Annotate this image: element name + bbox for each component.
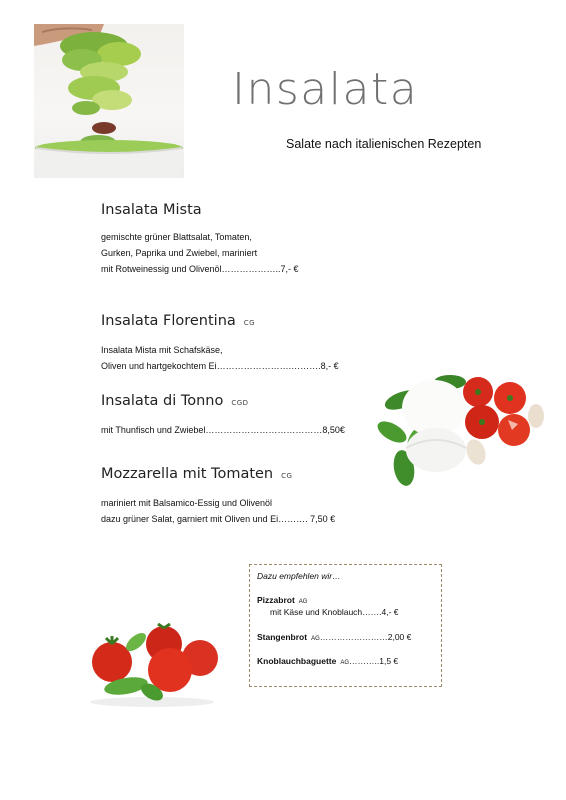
description-line: mit Rotweinessig und Olivenöl………………..7,- €: [101, 264, 299, 274]
page-subtitle: Salate nach italienischen Rezepten: [286, 137, 482, 151]
tomatoes-illustration: [82, 620, 222, 708]
allergen-tag: CG: [243, 319, 256, 327]
description-line: Oliven und hartgekochtem Ei…………………….……….8,- €: [101, 361, 339, 371]
page-title: Insalata: [232, 64, 419, 115]
allergen-tag: AG: [311, 636, 320, 642]
item-name: Stangenbrot: [257, 632, 308, 642]
recommendation-box: [249, 564, 442, 687]
description-line: mit Thunfisch und Zwiebel…………………………………8,50€: [101, 425, 345, 435]
dish-description: [101, 422, 345, 438]
dish-description: [101, 495, 335, 527]
description-line: dazu grüner Salat, garniert mit Oliven und Ei………. 7,50 €: [101, 514, 336, 524]
recommendation-item: [257, 595, 307, 605]
dish-name-text: Mozzarella mit Tomaten: [101, 466, 274, 482]
dish-description: [101, 229, 299, 277]
item-price: ……………………2,00 €: [319, 632, 412, 642]
dish-name-text: Insalata di Tonno: [101, 393, 224, 409]
description-line: Gurken, Paprika und Zwiebel, mariniert: [101, 248, 258, 258]
allergen-tag: CG: [281, 472, 293, 480]
recommendation-item: [257, 632, 411, 642]
description-line: Insalata Mista mit Schafskäse,: [101, 345, 223, 355]
mozzarella-illustration: [374, 372, 550, 490]
dish-name-text: Insalata Florentina: [101, 313, 236, 329]
recommendation-item: [257, 656, 398, 666]
dish-name: [101, 313, 255, 329]
recommendation-heading: Dazu empfehlen wir…: [257, 571, 341, 581]
dish-name: [101, 393, 249, 409]
allergen-tag: AG: [298, 599, 308, 605]
item-name: Pizzabrot: [257, 595, 295, 605]
tomatoes-basil-photo: [82, 620, 222, 708]
item-price: ………..1,5 €: [349, 656, 399, 666]
lettuce-bowl-illustration: [34, 24, 184, 178]
description-line: mariniert mit Balsamico-Essig und Olivenöl: [101, 498, 273, 508]
item-name: Knoblauchbaguette: [257, 656, 337, 666]
allergen-tag: CGD: [231, 399, 249, 407]
allergen-tag: AG: [340, 660, 350, 666]
item-detail: mit Käse und Knoblauch…….4,- €: [270, 607, 399, 617]
mozzarella-tomato-photo: [374, 372, 550, 490]
description-line: gemischte grüner Blattsalat, Tomaten,: [101, 232, 252, 242]
dish-name: [101, 466, 292, 482]
dish-description: [101, 342, 339, 374]
dish-name: [101, 202, 202, 218]
lettuce-bowl-photo: [34, 24, 184, 178]
dish-name-text: Insalata Mista: [101, 202, 202, 218]
